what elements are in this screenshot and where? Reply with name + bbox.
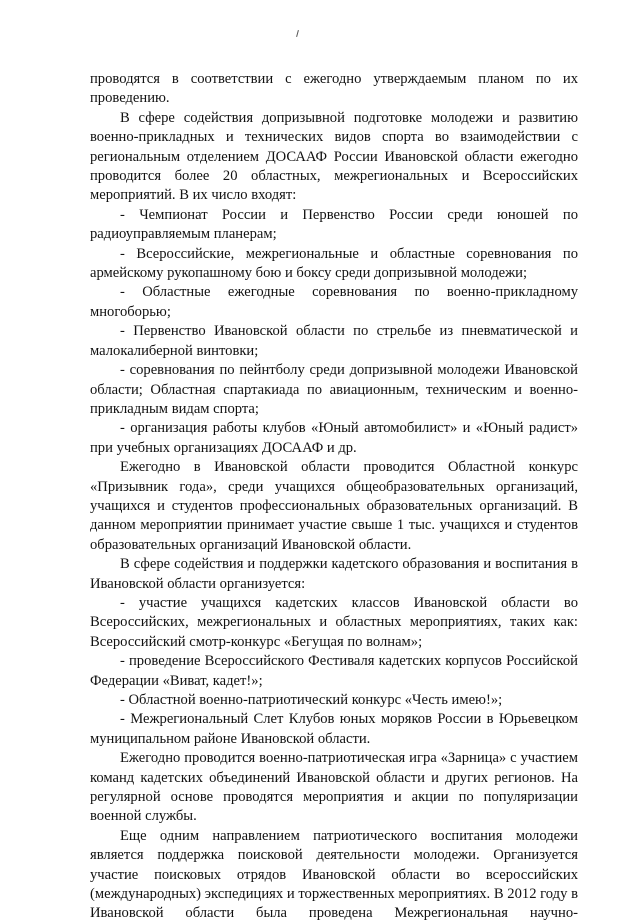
list-item: - Областной военно-патриотический конкурс «Честь имею!»; xyxy=(120,692,503,708)
list-item: - Межрегиональный Слет Клубов юных моряков России в Юрьевецком муниципальном районе Ивановской области. xyxy=(90,711,578,747)
list-item: - организация работы клубов «Юный автомобилист» и «Юный радист» при учебных организациях ДОСААФ и др. xyxy=(90,420,578,456)
paragraph: Еще одним направлением патриотического воспитания молодежи является поддержка поисковой деятельности молодежи. Организуется участие поисковых отрядов Ивановской области во всероссийских (международных) экспедициях и торжественных мероприятиях. В 2012 году в Ивановской области была проведена Межрегиональная научно- xyxy=(90,827,578,922)
paragraph: Ежегодно в Ивановской области проводится Областной конкурс «Призывник года», среди учащихся общеобразовательных организаций, учащихся и студентов профессиональных образовательных организаций. В данном мероприятии принимает участие свыше 1 тыс. учащихся и студентов образовательных организаций Ивановской области. xyxy=(90,459,578,553)
list-item: - соревнования по пейнтболу среди допризывной молодежи Ивановской области; Областная спартакиада по авиационным, техническим и военно-прикладным видам спорта; xyxy=(90,362,578,417)
list-item: - Всероссийские, межрегиональные и областные соревнования по армейскому рукопашному бою и боксу среди допризывной молодежи; xyxy=(90,245,578,282)
paragraph: В сфере содействия и поддержки кадетского образования и воспитания в Ивановской области организуется: xyxy=(90,556,578,592)
list-item: - участие учащихся кадетских классов Ивановской области во Всероссийских, межрегиональных и областных мероприятиях, таких как: Всероссийский смотр-конкурс «Бегущая по волнам»; xyxy=(90,594,578,650)
scan-mark xyxy=(296,30,299,37)
paragraph: проводятся в соответствии с ежегодно утверждаемым планом по их проведению. xyxy=(90,71,578,107)
list-item: - Областные ежегодные соревнования по военно-прикладному многоборью; xyxy=(90,284,578,320)
list-item: - Чемпионат России и Первенство России среди юношей по радиоуправляемым планерам; xyxy=(90,206,578,243)
list-item: - Первенство Ивановской области по стрельбе из пневматической и малокалиберной винтовки; xyxy=(90,323,578,359)
document-body xyxy=(90,70,578,924)
list-item: - проведение Всероссийского Фестиваля кадетских корпусов Российской Федерации «Виват, кадет!»; xyxy=(90,653,578,689)
paragraph: В сфере содействия допризывной подготовке молодежи и развитию военно-прикладных и технических видов спорта во взаимодействии с региональным отделением ДОСААФ России Ивановской области ежегодно проводится более 20 областных, межрегиональных и Всероссийских мероприятий. В их число входят: xyxy=(90,109,578,204)
paragraph: Ежегодно проводится военно-патриотическая игра «Зарница» с участием команд кадетских объединений Ивановской области и других регионов. На регулярной основе проводятся мероприятия и акции по популяризации военной службы. xyxy=(90,750,578,825)
